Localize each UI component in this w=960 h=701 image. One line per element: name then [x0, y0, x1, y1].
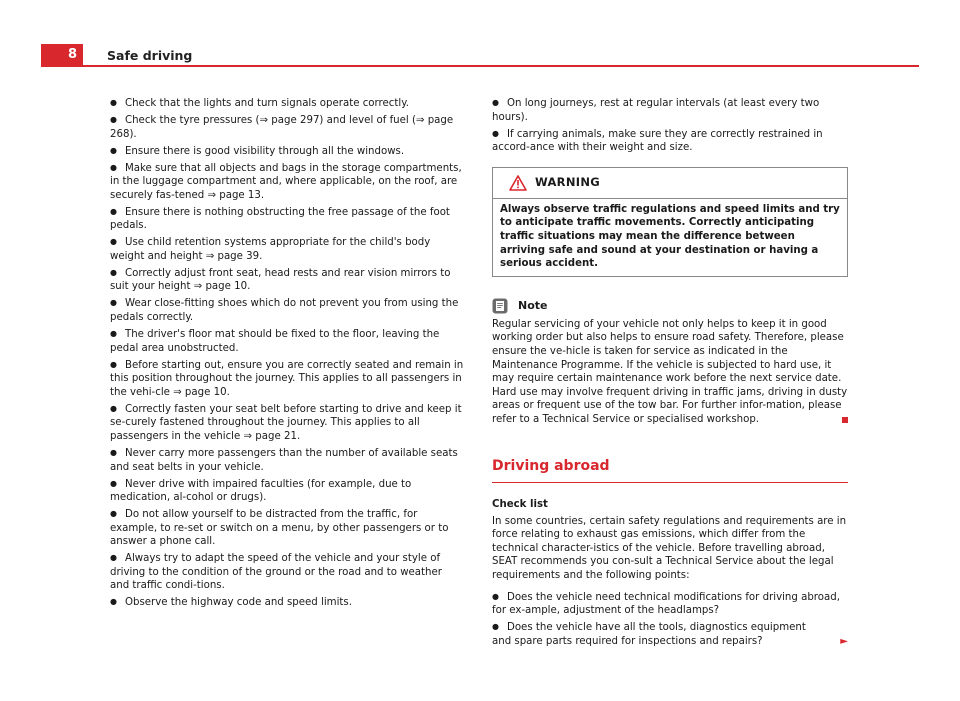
bullet-icon: ● — [492, 128, 499, 138]
list-item: ● If carrying animals, make sure they are correctly restrained in accord-ance with their weight and size. — [492, 128, 823, 154]
continue-arrow-icon: ► — [840, 635, 848, 647]
note-header — [492, 296, 848, 316]
bullet-icon: ● — [110, 478, 117, 488]
list-item: ● Check the tyre pressures (⇒ page 297) and level of fuel (⇒ page 268). — [110, 114, 454, 140]
list-item: ● Correctly fasten your seat belt before starting to drive and keep it se-curely fastened throughout the journey. This applies to all passengers in the vehicle ⇒ page 21. — [110, 403, 462, 442]
note-section — [492, 296, 848, 427]
bullet-icon: ● — [110, 509, 117, 519]
list-item: ● Use child retention systems appropriate for the child's body weight and height ⇒ page 39. — [110, 237, 431, 262]
bullet-icon: ● — [492, 622, 499, 632]
list-item: ● Ensure there is nothing obstructing the free passage of the foot pedals. — [110, 206, 450, 232]
list-item: ● Correctly adjust front seat, head rests and rear vision mirrors to suit your height ⇒ page 10. — [110, 267, 451, 293]
list-item: ● Never drive with impaired faculties (for example, due to medication, al-cohol or drugs). — [110, 478, 412, 504]
checklist-bullet-list — [492, 591, 848, 649]
section-subtitle: Check list — [492, 499, 548, 511]
bullet-icon: ● — [110, 162, 117, 172]
note-icon — [492, 298, 508, 314]
warning-box — [492, 167, 848, 277]
note-title: Note — [518, 298, 548, 312]
list-item: ● Ensure there is good visibility through all the windows. — [110, 145, 405, 157]
list-item: ● Make sure that all objects and bags in the storage compartments, in the luggage compartment and, where applicable, on the roof, are securely fas-tened ⇒ page 13. — [110, 162, 462, 201]
note-text: Regular servicing of your vehicle not only helps to keep it in good working order but also helps to ensure road safety. Therefore, please ensure the ve-hicle is taken for service as indicated in the Maintenance Programme. If the vehicle is subjected to hard use, it may require certain maintenance work before the next service date. Hard use may involve frequent driving in traffic jams, driving in dusty areas or frequent use of the tow bar. For further infor-mation, please refer to a Technical Service or specialised workshop. — [492, 318, 848, 425]
bullet-icon: ● — [110, 298, 117, 308]
right-column — [492, 97, 848, 652]
bullet-icon: ● — [110, 329, 117, 339]
list-item: ● Always try to adapt the speed of the vehicle and your style of driving to the condition of the ground or the road and to weather and traffic condi-tions. — [110, 553, 442, 592]
bullet-icon: ● — [492, 98, 499, 107]
right-bullet-list — [492, 97, 848, 155]
bullet-icon: ● — [110, 359, 117, 369]
left-bullet-list — [110, 97, 464, 610]
list-item: ● Before starting out, ensure you are correctly seated and remain in this position throughout the journey. This applies to all passengers in the vehi-cle ⇒ page 10. — [110, 359, 464, 398]
list-item: ● Does the vehicle need technical modifications for driving abroad, for ex-ample, adjustment of the headlamps? — [492, 591, 840, 617]
bullet-icon: ● — [110, 447, 117, 457]
warning-header — [493, 168, 847, 199]
list-item: ● Wear close-fitting shoes which do not prevent you from using the pedals correctly. — [110, 298, 459, 324]
warning-title: WARNING — [535, 174, 600, 189]
bullet-icon: ● — [110, 237, 117, 247]
section-end-mark — [842, 417, 848, 423]
bullet-icon: ● — [110, 206, 117, 216]
warning-text: Always observe traffic regulations and speed limits and try to anticipate traffic movements. Correctly anticipating traffic situations may mean the difference between arriving safe and sound at your destination or having a serious accident. — [500, 203, 840, 270]
warning-triangle-icon — [509, 175, 527, 191]
bullet-icon: ● — [110, 114, 117, 124]
section-intro: In some countries, certain safety regulations and requirements are in force relating to exhaust gas emissions, which differ from the technical character-istics of the vehicle. Before travelling abroad, SEAT recommends you con-sult a Technical Service about the legal requirements and the following points: — [492, 515, 847, 582]
list-item: ● On long journeys, rest at regular intervals (at least every two hours). — [492, 98, 820, 123]
bullet-icon: ● — [110, 98, 117, 107]
bullet-icon: ● — [110, 267, 117, 277]
list-item: ● Does the vehicle have all the tools, diagnostics equipment and spare parts required for inspections and repairs? ► — [492, 622, 848, 647]
list-item: ● Check that the lights and turn signals operate correctly. — [110, 98, 410, 109]
header-rule — [41, 65, 919, 67]
bullet-icon: ● — [110, 403, 117, 413]
list-item: ● Do not allow yourself to be distracted from the traffic, for example, to re-set or switch on a menu, by other passengers or to answer a phone call. — [110, 509, 449, 548]
list-item: ● Observe the highway code and speed limits. — [110, 597, 352, 609]
header-title: Safe driving — [107, 48, 193, 63]
left-column — [110, 97, 464, 613]
page-number: 8 — [41, 44, 83, 66]
bullet-icon: ● — [110, 145, 117, 155]
bullet-icon: ● — [492, 591, 499, 601]
section-title: Driving abroad — [492, 460, 848, 483]
list-item: ● Never carry more passengers than the number of available seats and seat belts in your vehicle. — [110, 447, 458, 473]
bullet-icon: ● — [110, 553, 117, 563]
list-item: ● The driver's floor mat should be fixed to the floor, leaving the pedal area unobstructed. — [110, 329, 440, 354]
bullet-icon: ● — [110, 597, 117, 607]
